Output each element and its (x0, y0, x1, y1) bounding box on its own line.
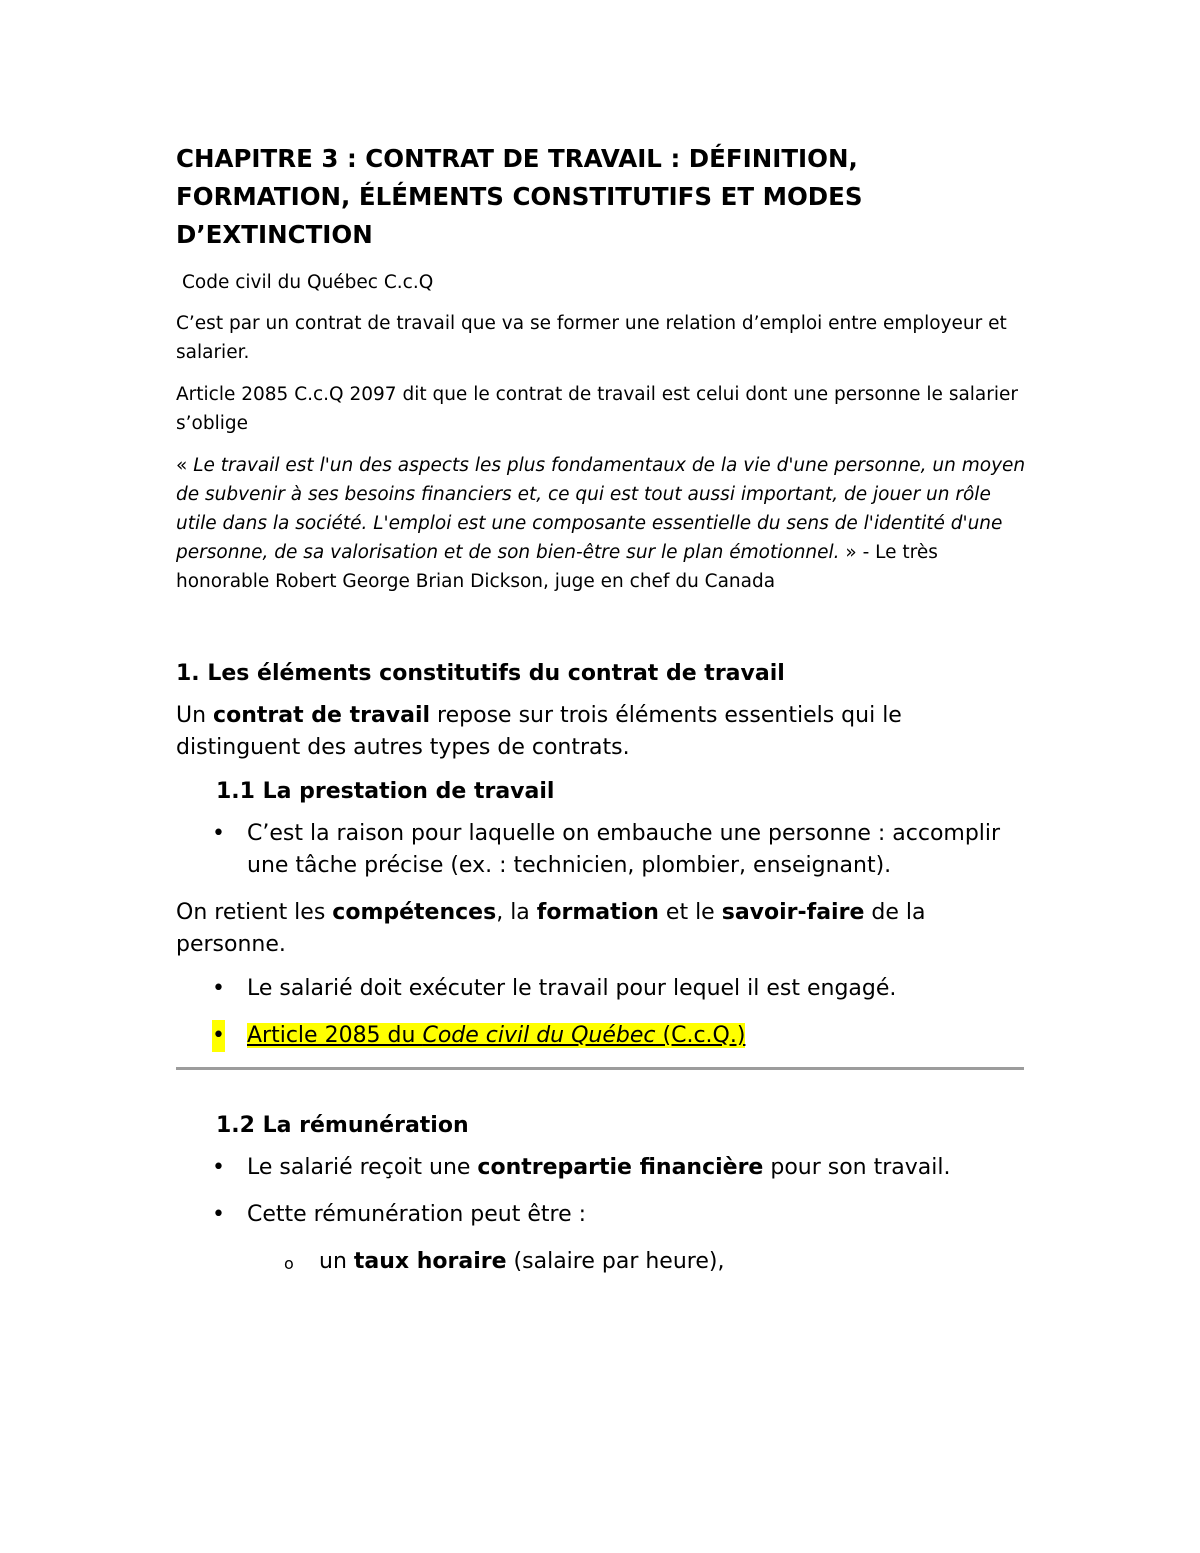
list-item (176, 1199, 1026, 1231)
list-item-text: Le salarié doit exécuter le travail pour lequel il est engagé. (247, 976, 897, 1001)
text-run: , la (496, 900, 537, 925)
sub-bullet-icon: o (284, 1254, 294, 1273)
bullet-icon: • (212, 1020, 225, 1052)
intro-paragraph-1: C’est par un contrat de travail que va se former une relation d’emploi entre employeur et salarier. (176, 313, 1007, 363)
bullet-list (176, 973, 1026, 1052)
section-1-heading: 1. Les éléments constitutifs du contrat de travail (176, 661, 785, 686)
bullet-icon: • (212, 976, 225, 1001)
bullet-icon: • (212, 821, 225, 846)
link-text: (C.c.Q.) (655, 1023, 746, 1048)
section-1-paragraph (176, 700, 1026, 764)
bold-run: compétences (332, 900, 497, 925)
quote-text: Le travail est l'un des aspects les plus fondamentaux de la vie d'une personne, un moyen de subvenir à ses besoins financiers et, ce qui est tout aussi important, de jouer un rôle utile dans la société. L'emploi est une composante essentielle du sens de l'identité d'une personne, de sa valorisation et de son bien-être sur le plan émotionnel. (176, 455, 1026, 563)
source-line: Code civil du Québec C.c.Q (182, 272, 434, 293)
bullet-icon: • (212, 1155, 225, 1180)
list-item (176, 973, 1026, 1005)
bold-run: taux horaire (353, 1249, 507, 1274)
chapter-title: CHAPITRE 3 : CONTRAT DE TRAVAIL : DÉFINITION, FORMATION, ÉLÉMENTS CONSTITUTIFS ET MODES D’EXTINCTION (176, 144, 863, 249)
list-item-text: Cette rémunération peut être : (247, 1202, 587, 1227)
text-run: et le (658, 900, 722, 925)
list-item-highlighted (176, 1020, 1026, 1052)
bullet-list (176, 818, 1026, 882)
article-link[interactable] (247, 1023, 745, 1048)
section-1-1-paragraph (176, 897, 1026, 961)
text-run: Le salarié reçoit une (247, 1155, 478, 1180)
quote-paragraph (176, 451, 1026, 596)
section-1-2-heading: 1.2 La rémunération (216, 1113, 469, 1138)
bullet-list (176, 1152, 1026, 1231)
document-page (176, 140, 1026, 1293)
bold-run: contrat de travail (213, 703, 431, 728)
link-italic-text: Code civil du Québec (422, 1023, 656, 1048)
intro-paragraph-2: Article 2085 C.c.Q 2097 dit que le contrat de travail est celui dont une personne le salarier s’oblige (176, 384, 1019, 434)
text-run: pour son travail. (763, 1155, 951, 1180)
sub-list-item (176, 1246, 1026, 1278)
text-run: Un (176, 703, 214, 728)
list-item-text: C’est la raison pour laquelle on embauche une personne : accomplir une tâche précise (ex. : technicien, plombier, enseignant). (247, 821, 1001, 878)
link-text: Article 2085 du (247, 1023, 423, 1048)
text-run: repose sur trois éléments essentiels qui le distinguent des autres types de contrats. (176, 703, 902, 760)
sub-bullet-list (176, 1246, 1026, 1278)
text-run: (salaire par heure), (506, 1249, 725, 1274)
text-run: On retient les (176, 900, 333, 925)
text-run: un (319, 1249, 354, 1274)
horizontal-rule (176, 1067, 1024, 1070)
list-item (176, 818, 1026, 882)
bold-run: savoir-faire (721, 900, 865, 925)
list-item (176, 1152, 1026, 1184)
quote-attribution: » - Le très honorable Robert George Brian Dickson, juge en chef du Canada (176, 542, 938, 592)
quote-open: « (176, 455, 194, 476)
bullet-icon: • (212, 1202, 225, 1227)
bold-run: formation (536, 900, 659, 925)
section-1-1-heading: 1.1 La prestation de travail (216, 779, 555, 804)
text-run: de la personne. (176, 900, 926, 957)
bold-run: contrepartie financière (477, 1155, 764, 1180)
